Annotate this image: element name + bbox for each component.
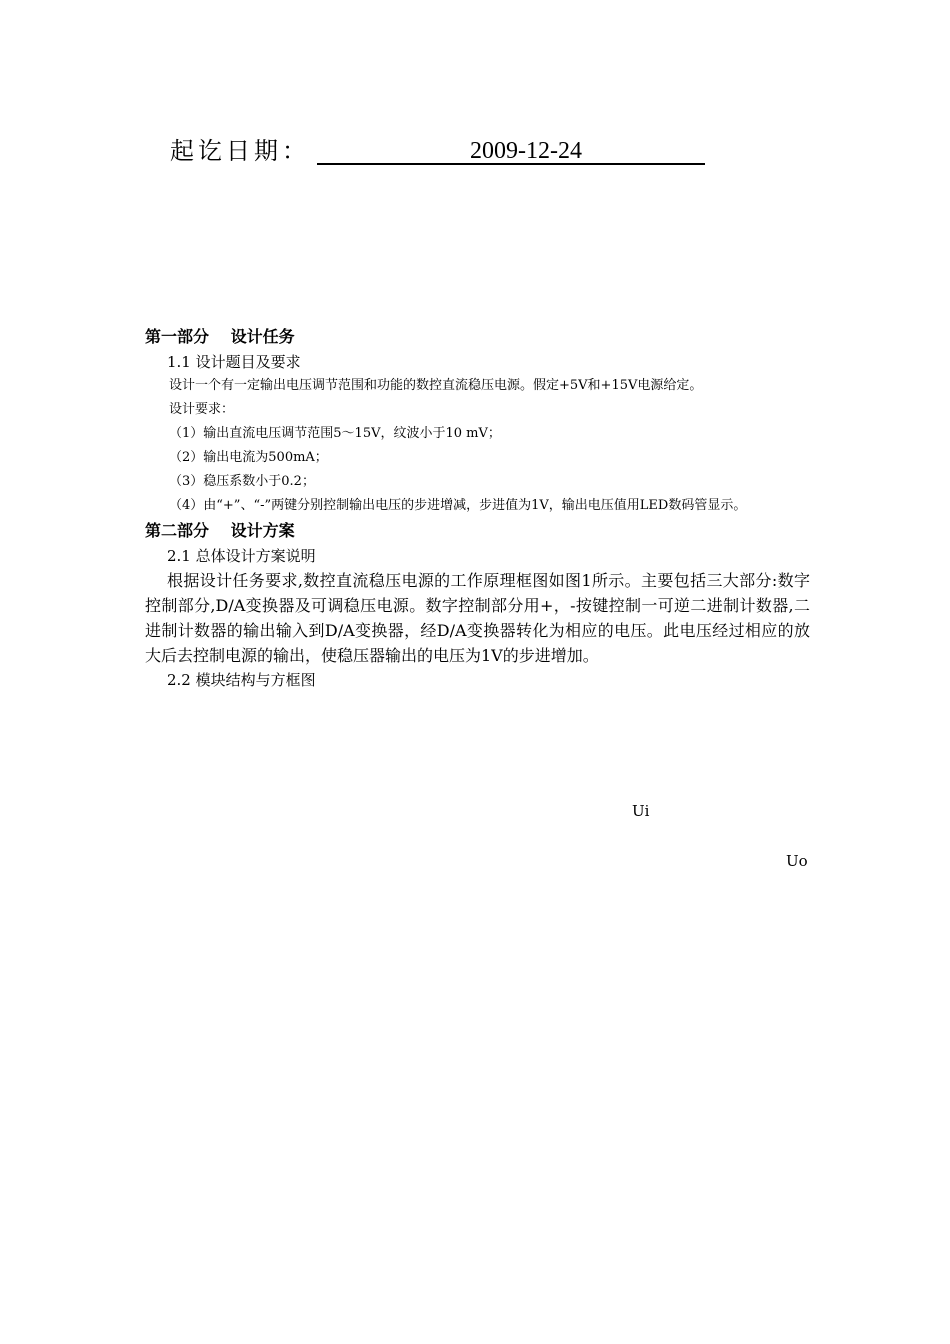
- part1-title: 第一部分 设计任务: [145, 327, 295, 346]
- date-label: 起讫日期：: [170, 137, 310, 165]
- section-2-2-heading: 2.2 模块结构与方框图: [167, 671, 316, 689]
- main-content: [145, 324, 810, 692]
- requirement-item: （2）输出电流为500mA；: [169, 450, 328, 465]
- section-2-1-heading: 2.1 总体设计方案说明: [167, 547, 316, 565]
- design-overview-paragraph: 根据设计任务要求,数控直流稳压电源的工作原理框图如图1所示。主要包括三大部分:数字控制部分,D/A变换器及可调稳压电源。数字控制部分用+，-按键控制一可逆二进制计数器,二进制计数器的输出输入到D/A变换器，经D/A变换器转化为相应的电压。此电压经过相应的放大后去控制电源的输出，使稳压器输出的电压为1V的步进增加。: [145, 571, 810, 665]
- requirements-label: 设计要求：: [169, 402, 235, 417]
- requirement-item: （3）稳压系数小于0.2；: [169, 474, 315, 489]
- requirement-item: （4）由“+”、“-”两键分别控制输出电压的步进增减，步进值为1V，输出电压值用LED数码管显示。: [169, 498, 747, 513]
- task-intro: 设计一个有一定输出电压调节范围和功能的数控直流稳压电源。假定+5V和+15V电源给定。: [169, 378, 703, 393]
- section-1-1-heading: 1.1 设计题目及要求: [167, 353, 301, 371]
- part2-title: 第二部分 设计方案: [145, 521, 295, 540]
- diagram-ui-label: Ui: [632, 802, 650, 820]
- diagram-uo-label: Uo: [786, 852, 808, 870]
- date-value: 2009-12-24: [470, 138, 582, 164]
- date-row: [170, 134, 730, 170]
- requirement-item: （1）输出直流电压调节范围5～15V，纹波小于10 mV；: [169, 426, 501, 441]
